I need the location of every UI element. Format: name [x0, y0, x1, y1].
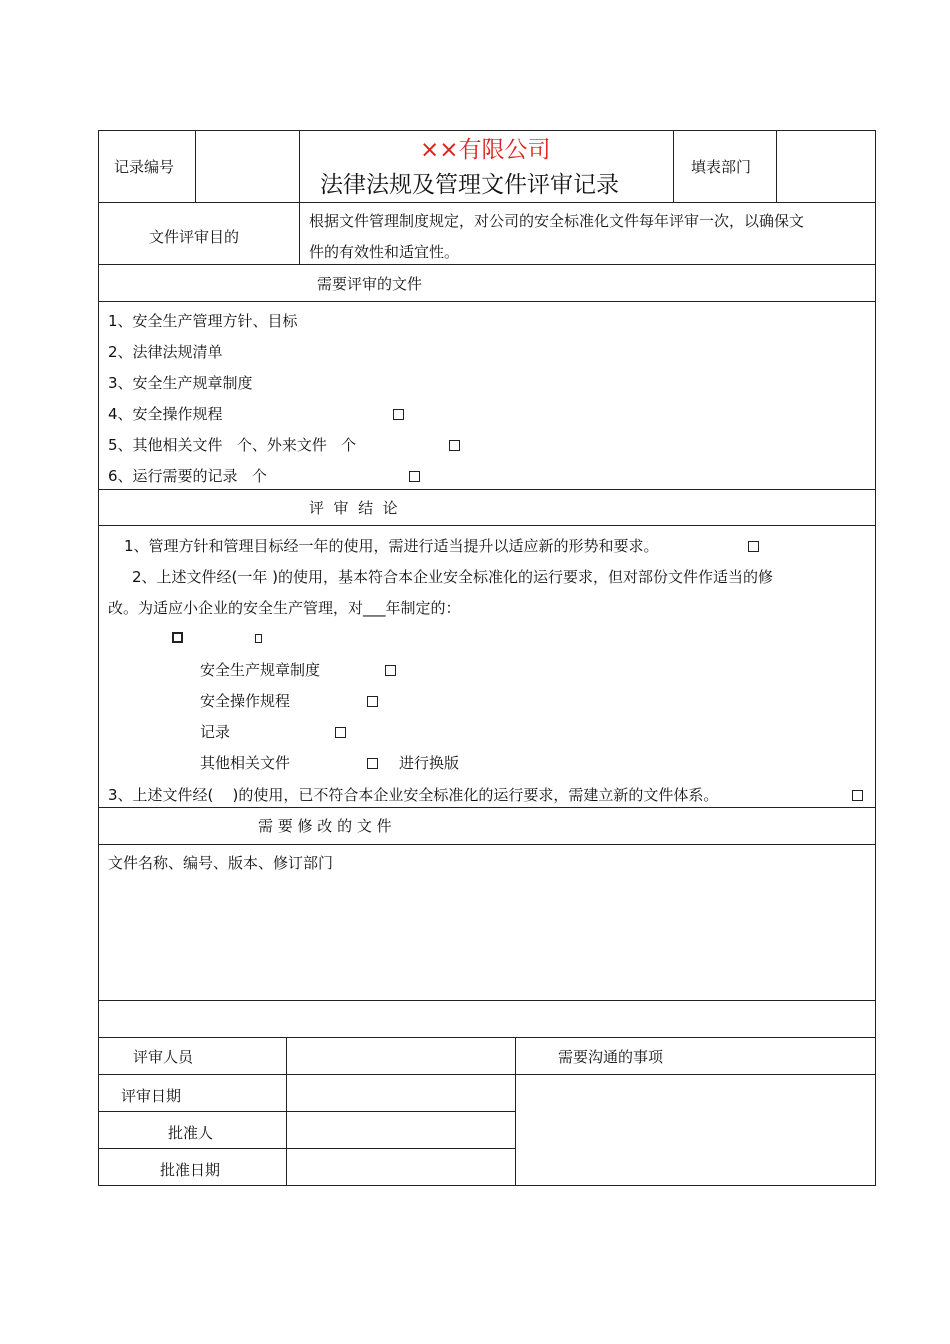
- modify-columns-text: 文件名称、编号、版本、修订部门: [108, 854, 334, 872]
- sub-item-records: 记录: [200, 723, 231, 741]
- approve-date-field[interactable]: [287, 1149, 515, 1185]
- conclusion-item-1: 1、管理方针和管理目标经一年的使用，需进行适当提升以适应新的形势和要求。: [124, 537, 659, 555]
- checkbox-sub-operating[interactable]: [367, 696, 378, 707]
- record-no-label: 记录编号: [114, 158, 175, 176]
- small-checkbox-icon: [255, 634, 262, 643]
- conclusion-item-2-line1: 2、上述文件经(一年 )的使用，基本符合本企业安全标准化的运行要求，但对部份文件作适当的修: [132, 568, 774, 586]
- conclusion-heading: 评 审 结 论: [309, 499, 398, 517]
- conclusion-item-2-line2: 改。为适应小企业的安全生产管理，对___年制定的：: [108, 599, 461, 617]
- review-date-field[interactable]: [287, 1075, 515, 1111]
- sub-item-operating: 安全操作规程: [200, 692, 291, 710]
- modify-heading: 需 要 修 改 的 文 件: [258, 817, 392, 835]
- sub-item-rules: 安全生产规章制度: [200, 661, 321, 679]
- purpose-text-line1: 根据文件管理制度规定，对公司的安全标准化文件每年评审一次，以确保文: [309, 212, 805, 230]
- review-file-item: 2、法律法规清单: [108, 343, 223, 361]
- review-file-item: 1、安全生产管理方针、目标: [108, 312, 298, 330]
- review-files-heading: 需要评审的文件: [317, 275, 423, 293]
- company-name: ××有限公司: [420, 137, 551, 163]
- checkbox-sub-rules[interactable]: [385, 665, 396, 676]
- checkbox-conclusion-3[interactable]: [852, 790, 863, 801]
- form-title: 法律法规及管理文件评审记录: [320, 172, 619, 198]
- approver-label: 批准人: [168, 1124, 214, 1142]
- replace-version-text: 进行换版: [399, 754, 460, 772]
- checkbox-conclusion-1[interactable]: [748, 541, 759, 552]
- communication-label: 需要沟通的事项: [558, 1048, 664, 1066]
- conclusion-item-3: 3、上述文件经( )的使用，已不符合本企业安全标准化的运行要求，需建立新的文件体系。: [108, 786, 719, 804]
- reviewer-field[interactable]: [287, 1038, 515, 1074]
- checkbox-sub-records[interactable]: [335, 727, 346, 738]
- approve-date-label: 批准日期: [160, 1161, 221, 1179]
- reviewer-label: 评审人员: [133, 1048, 194, 1066]
- communication-field[interactable]: [516, 1075, 875, 1185]
- checkbox-operating-rules[interactable]: [393, 409, 404, 420]
- review-file-item: 6、运行需要的记录 个: [108, 467, 267, 485]
- review-file-item: 3、安全生产规章制度: [108, 374, 253, 392]
- review-file-item: 4、安全操作规程: [108, 405, 223, 423]
- sub-item-other: 其他相关文件: [200, 754, 291, 772]
- approver-field[interactable]: [287, 1112, 515, 1148]
- purpose-text-line2: 件的有效性和适宜性。: [309, 243, 460, 261]
- purpose-label: 文件评审目的: [149, 228, 240, 246]
- review-file-item: 5、其他相关文件 个、外来文件 个: [108, 436, 357, 454]
- checkbox-conclusion-2[interactable]: [172, 632, 183, 643]
- checkbox-sub-other[interactable]: [367, 758, 378, 769]
- dept-label: 填表部门: [691, 158, 752, 176]
- review-date-label: 评审日期: [121, 1087, 182, 1105]
- checkbox-records[interactable]: [409, 471, 420, 482]
- checkbox-other-files[interactable]: [449, 440, 460, 451]
